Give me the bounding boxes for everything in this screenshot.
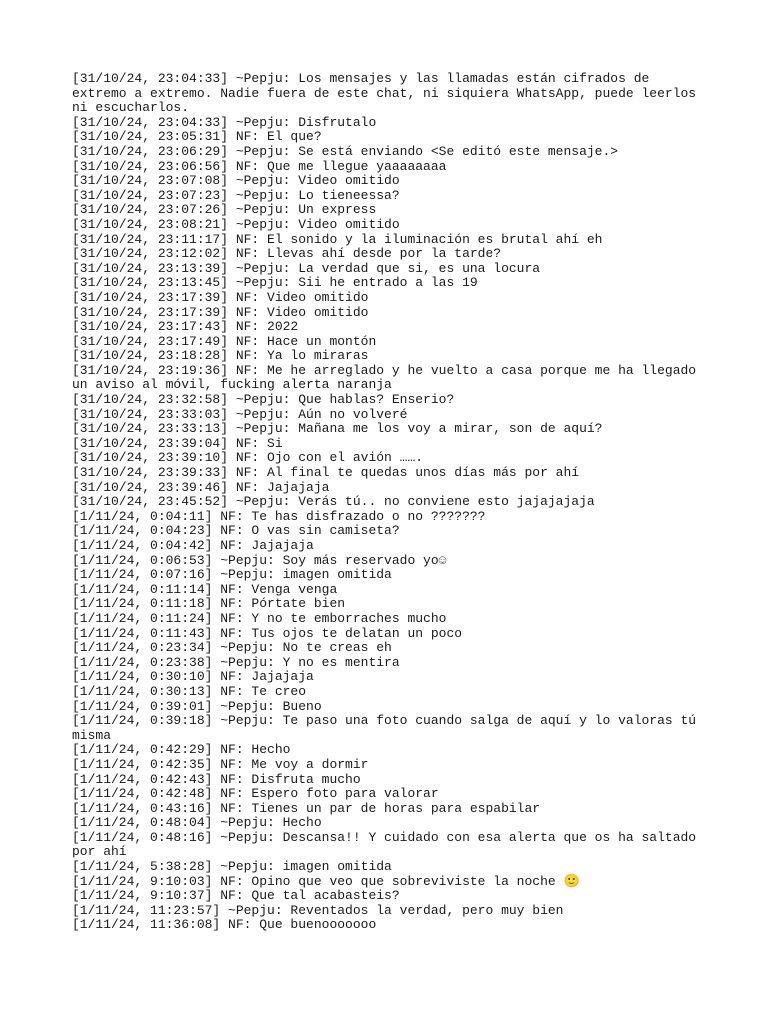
- message-line: [1/11/24, 9:10:37] NF: Que tal acabasteis?: [72, 888, 400, 904]
- message-line: [31/10/24, 23:04:33] ~Pepju: Los mensajes y las llamadas están cifrados de extremo a extremo. Nadie fuera de este chat, ni siquiera WhatsApp, puede leerlos ni escucharlos.: [72, 71, 704, 116]
- message-line: [1/11/24, 0:23:34] ~Pepju: No te creas eh: [72, 640, 392, 656]
- message-line: [1/11/24, 0:48:04] ~Pepju: Hecho: [72, 815, 322, 831]
- message-line: [31/10/24, 23:17:39] NF: Video omitido: [72, 304, 369, 320]
- message-line: [31/10/24, 23:13:39] ~Pepju: La verdad que si, es una locura: [72, 260, 541, 276]
- message-line: [1/11/24, 5:38:28] ~Pepju: imagen omitida: [72, 859, 392, 875]
- message-line: [1/11/24, 9:10:03] NF: Opino que veo que sobreviviste la noche 🙂: [72, 873, 580, 889]
- message-line: [31/10/24, 23:04:33] ~Pepju: Disfrutalo: [72, 114, 377, 130]
- message-line: [31/10/24, 23:08:21] ~Pepju: Video omitido: [72, 216, 400, 232]
- message-line: [1/11/24, 0:42:35] NF: Me voy a dormir: [72, 756, 369, 772]
- message-line: [31/10/24, 23:12:02] NF: Llevas ahí desde por la tarde?: [72, 246, 502, 262]
- message-line: [31/10/24, 23:19:36] NF: Me he arreglado y he vuelto a casa porque me ha llegado un aviso al móvil, fucking alerta naranja: [72, 362, 704, 393]
- message-line: [31/10/24, 23:39:33] NF: Al final te quedas unos días más por ahí: [72, 465, 580, 481]
- message-line: [31/10/24, 23:45:52] ~Pepju: Verás tú.. no conviene esto jajajajaja: [72, 494, 595, 510]
- message-line: [31/10/24, 23:07:23] ~Pepju: Lo tieneessa?: [72, 187, 400, 203]
- message-line: [1/11/24, 0:23:38] ~Pepju: Y no es mentira: [72, 654, 400, 670]
- message-line: [31/10/24, 23:18:28] NF: Ya lo miraras: [72, 348, 369, 364]
- message-line: [1/11/24, 0:30:10] NF: Jajajaja: [72, 669, 314, 685]
- message-line: [31/10/24, 23:17:43] NF: 2022: [72, 319, 299, 335]
- message-line: [1/11/24, 0:39:18] ~Pepju: Te paso una foto cuando salga de aquí y lo valoras tú misma: [72, 713, 704, 743]
- message-line: [1/11/24, 0:07:16] ~Pepju: imagen omitida: [72, 567, 392, 583]
- chat-transcript: [72, 72, 702, 933]
- message-line: [1/11/24, 0:06:53] ~Pepju: Soy más reservado yo☺: [72, 552, 447, 568]
- message-line: [1/11/24, 0:11:18] NF: Pórtate bien: [72, 596, 346, 612]
- message-line: [1/11/24, 0:11:43] NF: Tus ojos te delatan un poco: [72, 625, 463, 641]
- message-line: [1/11/24, 0:11:24] NF: Y no te emborraches mucho: [72, 610, 447, 626]
- message-line: [1/11/24, 0:42:29] NF: Hecho: [72, 742, 291, 758]
- message-line: [31/10/24, 23:11:17] NF: El sonido y la iluminación es brutal ahí eh: [72, 231, 603, 247]
- message-line: [31/10/24, 23:07:08] ~Pepju: Video omitido: [72, 173, 400, 189]
- message-line: [1/11/24, 0:04:23] NF: O vas sin camiseta?: [72, 523, 400, 539]
- message-line: [1/11/24, 0:04:11] NF: Te has disfrazado o no ???????: [72, 508, 486, 524]
- message-line: [31/10/24, 23:32:58] ~Pepju: Que hablas? Enserio?: [72, 392, 455, 408]
- message-line: [1/11/24, 0:30:13] NF: Te creo: [72, 683, 307, 699]
- message-line: [1/11/24, 11:36:08] NF: Que buenooooooo: [72, 917, 377, 933]
- message-line: [31/10/24, 23:39:10] NF: Ojo con el avión …….: [72, 450, 424, 466]
- message-line: [31/10/24, 23:07:26] ~Pepju: Un express: [72, 202, 377, 218]
- message-line: [1/11/24, 0:42:48] NF: Espero foto para valorar: [72, 786, 439, 802]
- message-line: [1/11/24, 0:42:43] NF: Disfruta mucho: [72, 771, 361, 787]
- message-line: [31/10/24, 23:05:31] NF: El que?: [72, 129, 322, 145]
- message-line: [31/10/24, 23:33:13] ~Pepju: Mañana me los voy a mirar, son de aquí?: [72, 421, 603, 437]
- message-line: [1/11/24, 0:43:16] NF: Tienes un par de horas para espabilar: [72, 800, 541, 816]
- message-line: [31/10/24, 23:39:46] NF: Jajajaja: [72, 479, 330, 495]
- message-line: [1/11/24, 0:39:01] ~Pepju: Bueno: [72, 698, 322, 714]
- message-line: [31/10/24, 23:33:03] ~Pepju: Aún no volveré: [72, 406, 408, 422]
- message-line: [1/11/24, 0:04:42] NF: Jajajaja: [72, 538, 314, 553]
- message-line: [31/10/24, 23:17:49] NF: Hace un montón: [72, 333, 377, 349]
- message-line: [1/11/24, 11:23:57] ~Pepju: Reventados la verdad, pero muy bien: [72, 902, 564, 918]
- message-line: [31/10/24, 23:39:04] NF: Si: [72, 435, 283, 451]
- message-line: [31/10/24, 23:13:45] ~Pepju: Sii he entrado a las 19: [72, 275, 478, 291]
- message-line: [1/11/24, 0:48:16] ~Pepju: Descansa!! Y cuidado con esa alerta que os ha saltado por ahí: [72, 829, 704, 860]
- message-line: [31/10/24, 23:17:39] NF: Video omitido: [72, 289, 369, 305]
- message-line: [31/10/24, 23:06:56] NF: Que me llegue yaaaaaaaa: [72, 158, 447, 174]
- message-line: [1/11/24, 0:11:14] NF: Venga venga: [72, 581, 338, 597]
- message-line: [31/10/24, 23:06:29] ~Pepju: Se está enviando <Se editó este mensaje.>: [72, 143, 619, 159]
